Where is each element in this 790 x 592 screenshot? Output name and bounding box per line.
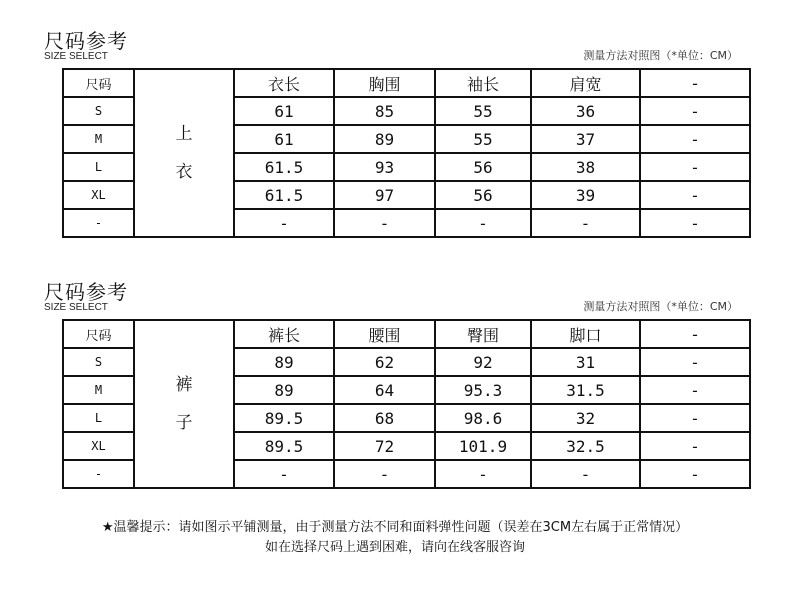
size-cell: S — [63, 97, 134, 125]
category-cell — [134, 320, 234, 488]
value-cell: 55 — [435, 125, 531, 153]
size-cell: XL — [63, 181, 134, 209]
column-header: 肩宽 — [531, 69, 640, 97]
table-header-row — [63, 69, 750, 97]
value-cell: - — [234, 209, 334, 237]
column-header: - — [640, 320, 750, 348]
value-cell: 97 — [334, 181, 435, 209]
value-cell: 32.5 — [531, 432, 640, 460]
value-cell: 89.5 — [234, 432, 334, 460]
section-subtitle: SIZE SELECT — [44, 51, 108, 62]
value-cell: - — [334, 460, 435, 488]
measurement-note: 测量方法对照图（*单位：CM） — [583, 300, 738, 313]
value-cell: 98.6 — [435, 404, 531, 432]
value-cell: 92 — [435, 348, 531, 376]
section-subtitle: SIZE SELECT — [44, 302, 108, 313]
value-cell: 32 — [531, 404, 640, 432]
category-char: 衣 — [175, 162, 193, 182]
category-char: 上 — [175, 124, 193, 144]
value-cell: 39 — [531, 181, 640, 209]
size-cell: M — [63, 125, 134, 153]
value-cell: 38 — [531, 153, 640, 181]
value-cell: - — [435, 460, 531, 488]
value-cell: - — [640, 376, 750, 404]
column-header: 袖长 — [435, 69, 531, 97]
value-cell: - — [640, 348, 750, 376]
column-header: 衣长 — [234, 69, 334, 97]
value-cell: 95.3 — [435, 376, 531, 404]
value-cell: 61 — [234, 97, 334, 125]
size-column-header: 尺码 — [63, 320, 134, 348]
value-cell: 89 — [234, 348, 334, 376]
column-header: - — [640, 69, 750, 97]
value-cell: 31.5 — [531, 376, 640, 404]
size-table — [62, 319, 751, 489]
value-cell: 61.5 — [234, 153, 334, 181]
value-cell: - — [334, 209, 435, 237]
footer-tip-line1: ★温馨提示：请如图示平铺测量，由于测量方法不同和面料弹性问题（误差在3CM左右属于正常情况） — [101, 520, 689, 535]
value-cell: 31 — [531, 348, 640, 376]
column-header: 臀围 — [435, 320, 531, 348]
value-cell: - — [531, 460, 640, 488]
size-cell: S — [63, 348, 134, 376]
value-cell: 68 — [334, 404, 435, 432]
value-cell: 89.5 — [234, 404, 334, 432]
value-cell: 89 — [334, 125, 435, 153]
value-cell: 89 — [234, 376, 334, 404]
value-cell: - — [640, 97, 750, 125]
value-cell: 55 — [435, 97, 531, 125]
value-cell: - — [640, 404, 750, 432]
table-header-row — [63, 320, 750, 348]
value-cell: 72 — [334, 432, 435, 460]
value-cell: - — [640, 432, 750, 460]
section-title: 尺码参考 — [44, 280, 128, 304]
value-cell: - — [640, 153, 750, 181]
footer-tip-line2: 如在选择尺码上遇到困难，请向在线客服咨询 — [264, 540, 525, 555]
section-title: 尺码参考 — [44, 29, 128, 53]
size-cell: XL — [63, 432, 134, 460]
value-cell: - — [234, 460, 334, 488]
value-cell: - — [640, 125, 750, 153]
category-char: 子 — [175, 413, 193, 433]
value-cell: - — [640, 181, 750, 209]
column-header: 裤长 — [234, 320, 334, 348]
value-cell: 61 — [234, 125, 334, 153]
value-cell: 61.5 — [234, 181, 334, 209]
category-cell — [134, 69, 234, 237]
column-header: 脚口 — [531, 320, 640, 348]
size-cell: L — [63, 153, 134, 181]
size-cell: M — [63, 376, 134, 404]
value-cell: 101.9 — [435, 432, 531, 460]
size-cell: L — [63, 404, 134, 432]
size-cell: - — [63, 460, 134, 488]
value-cell: - — [640, 209, 750, 237]
size-table — [62, 68, 751, 238]
size-cell: - — [63, 209, 134, 237]
measurement-note: 测量方法对照图（*单位：CM） — [583, 49, 738, 62]
value-cell: 93 — [334, 153, 435, 181]
value-cell: - — [435, 209, 531, 237]
value-cell: 36 — [531, 97, 640, 125]
value-cell: 64 — [334, 376, 435, 404]
value-cell: 56 — [435, 181, 531, 209]
value-cell: 56 — [435, 153, 531, 181]
value-cell: 85 — [334, 97, 435, 125]
value-cell: - — [640, 460, 750, 488]
value-cell: 37 — [531, 125, 640, 153]
size-column-header: 尺码 — [63, 69, 134, 97]
category-char: 裤 — [175, 375, 193, 395]
value-cell: - — [531, 209, 640, 237]
column-header: 胸围 — [334, 69, 435, 97]
value-cell: 62 — [334, 348, 435, 376]
column-header: 腰围 — [334, 320, 435, 348]
